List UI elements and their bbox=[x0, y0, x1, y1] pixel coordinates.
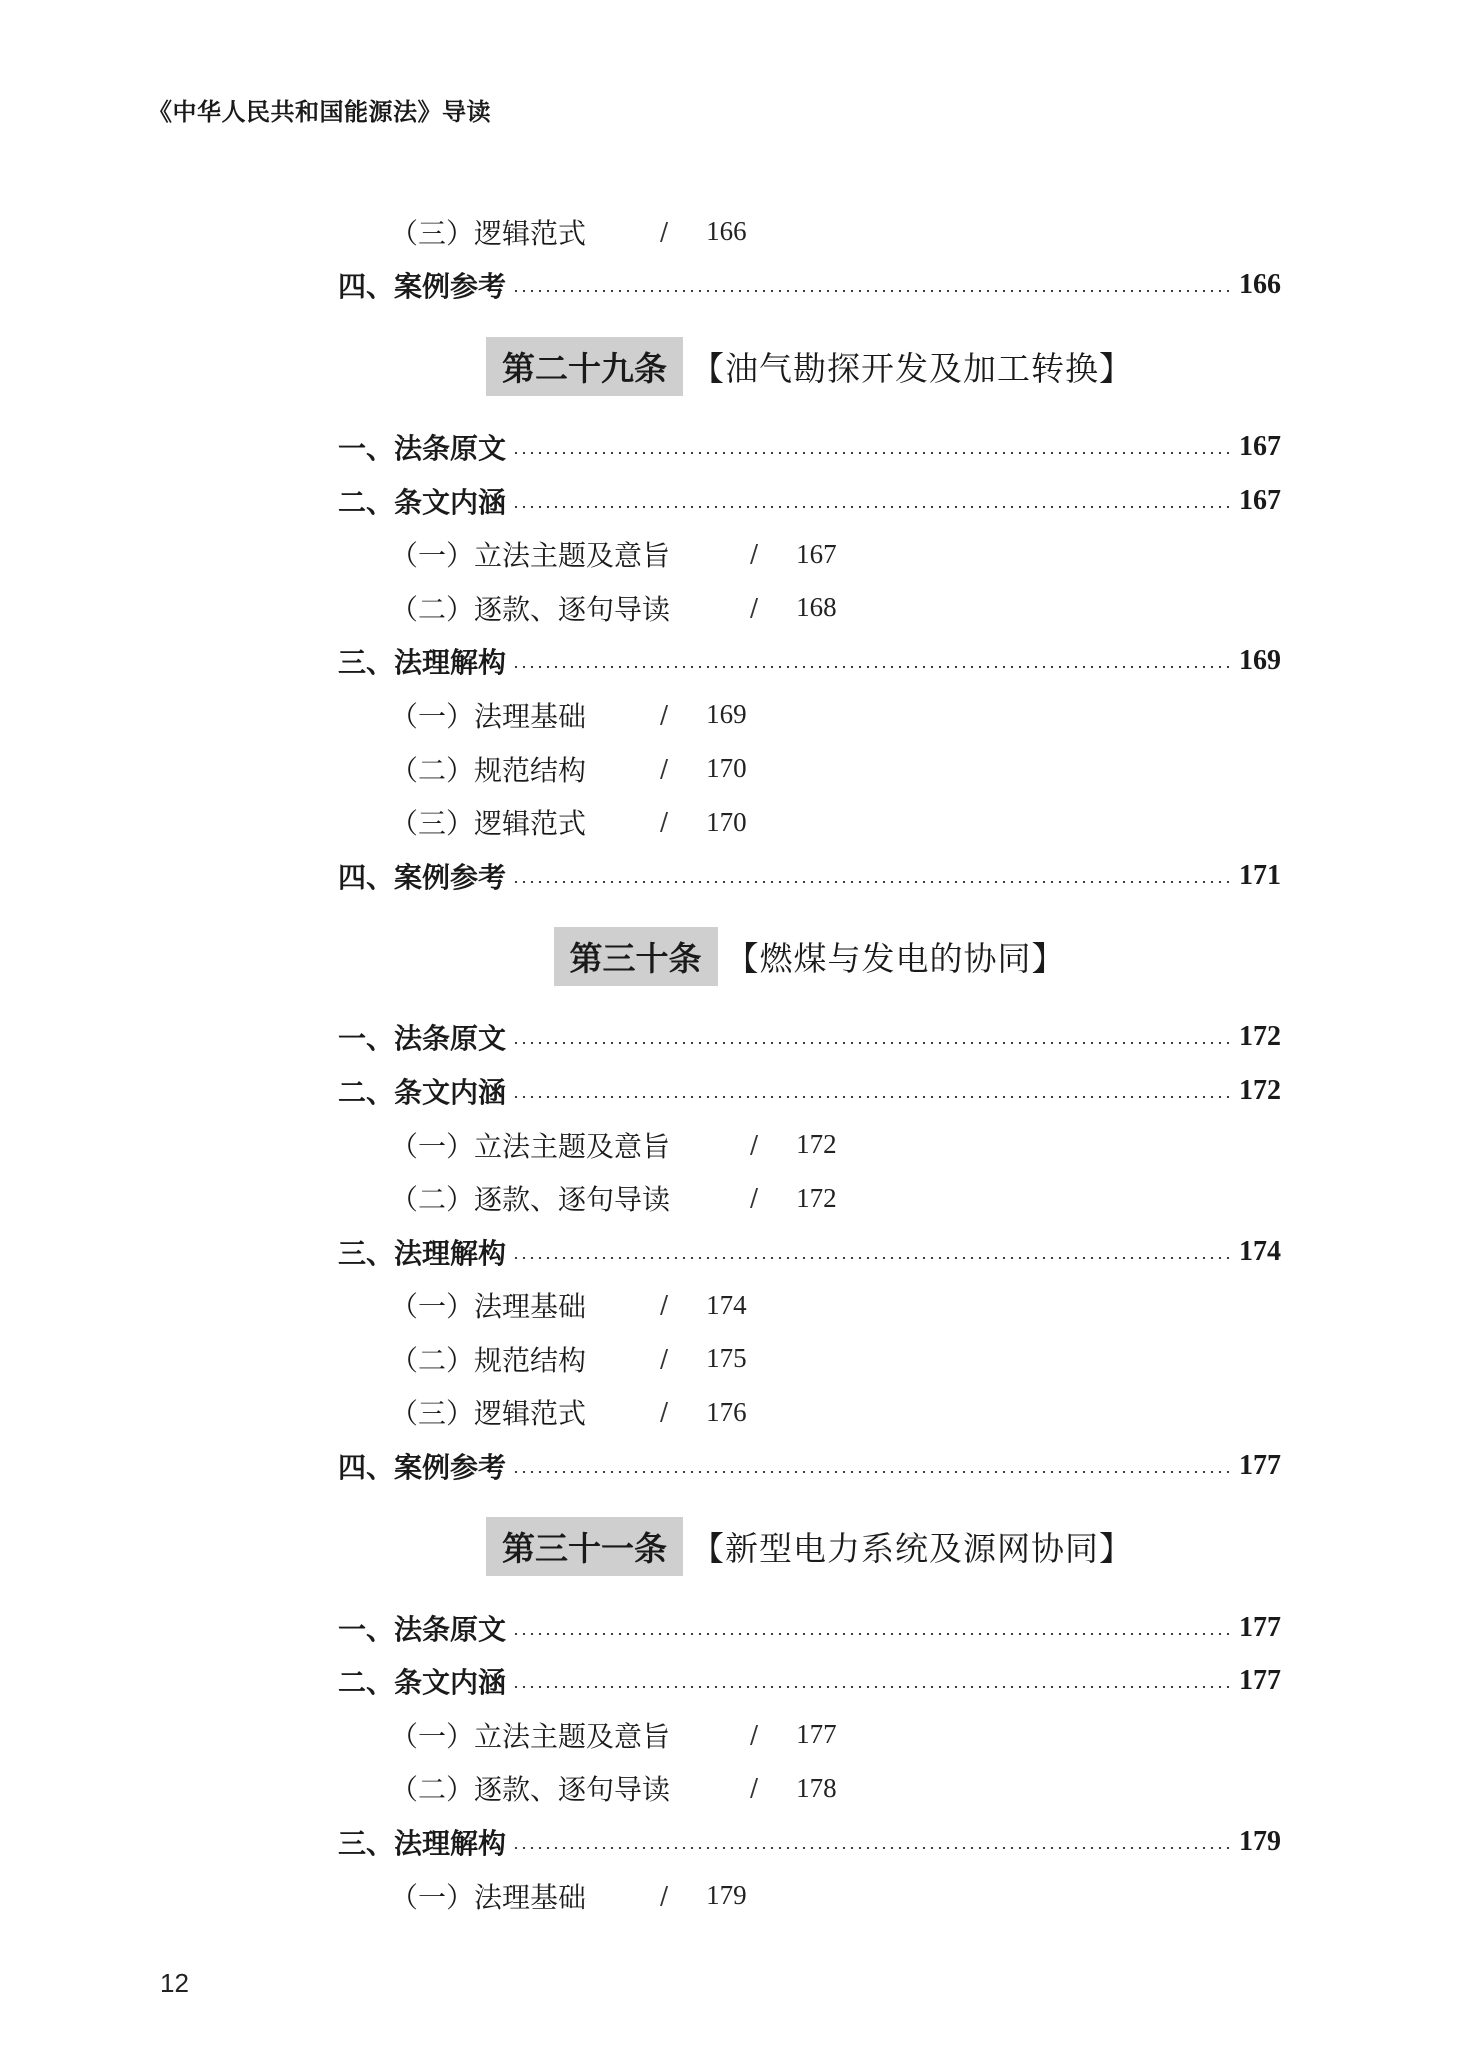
toc-section-entry[interactable] bbox=[338, 635, 1281, 689]
article-title: 【燃煤与发电的协同】 bbox=[725, 939, 1066, 979]
subsection-page-number: 179 bbox=[706, 1880, 747, 1911]
page-separator: / bbox=[660, 1398, 669, 1427]
section-page-number: 172 bbox=[1239, 1021, 1281, 1053]
subsection-page-number: 166 bbox=[706, 216, 747, 247]
page-separator: / bbox=[660, 700, 669, 729]
toc-subsection-entry[interactable] bbox=[338, 1762, 1281, 1816]
page-separator: / bbox=[660, 217, 669, 246]
toc-section-entry[interactable] bbox=[338, 1011, 1281, 1065]
subsection-label: （二）逐款、逐句导读 bbox=[390, 1183, 671, 1217]
subsection-label: （一）法理基础 bbox=[390, 1290, 587, 1324]
section-page-number: 169 bbox=[1239, 645, 1281, 677]
dot-leader bbox=[512, 881, 1231, 883]
subsection-page-number: 170 bbox=[706, 806, 747, 837]
subsection-page-number: 175 bbox=[706, 1343, 747, 1374]
dot-leader bbox=[512, 1847, 1231, 1849]
toc-section-entry[interactable] bbox=[338, 1601, 1281, 1655]
toc-subsection-entry[interactable] bbox=[338, 527, 1281, 581]
toc-subsection-entry[interactable] bbox=[338, 1386, 1281, 1440]
subsection-label: （二）规范结构 bbox=[390, 753, 587, 787]
toc-section-entry[interactable] bbox=[338, 474, 1281, 528]
section-page-number: 167 bbox=[1239, 484, 1281, 516]
section-label: 一、法条原文 bbox=[338, 1022, 507, 1056]
toc-subsection-entry[interactable] bbox=[338, 581, 1281, 635]
section-label: 一、法条原文 bbox=[338, 431, 507, 465]
page-separator: / bbox=[660, 1291, 669, 1320]
toc-section-entry[interactable] bbox=[338, 1064, 1281, 1118]
article-number: 第二十九条 bbox=[486, 337, 683, 396]
dot-leader bbox=[512, 290, 1231, 292]
subsection-label: （一）立法主题及意旨 bbox=[390, 539, 671, 573]
page-separator: / bbox=[660, 1881, 669, 1910]
article-number: 第三十条 bbox=[554, 927, 718, 986]
subsection-label: （一）法理基础 bbox=[390, 699, 587, 733]
dot-leader bbox=[512, 1471, 1231, 1473]
subsection-label: （一）立法主题及意旨 bbox=[390, 1129, 671, 1163]
page-number: 12 bbox=[160, 1968, 189, 1998]
toc-section-entry[interactable] bbox=[338, 420, 1281, 474]
subsection-label: （二）逐款、逐句导读 bbox=[390, 1773, 671, 1807]
subsection-page-number: 167 bbox=[796, 538, 837, 569]
section-label: 四、案例参考 bbox=[338, 860, 507, 894]
subsection-page-number: 168 bbox=[796, 592, 837, 623]
toc-section-entry[interactable] bbox=[338, 259, 1281, 313]
dot-leader bbox=[512, 506, 1231, 508]
section-page-number: 177 bbox=[1239, 1665, 1281, 1697]
section-label: 一、法条原文 bbox=[338, 1612, 507, 1646]
dot-leader bbox=[512, 666, 1231, 668]
section-label: 三、法理解构 bbox=[338, 1827, 507, 1861]
toc-subsection-entry[interactable] bbox=[338, 1708, 1281, 1762]
article-number: 第三十一条 bbox=[486, 1517, 683, 1576]
subsection-label: （二）逐款、逐句导读 bbox=[390, 592, 671, 626]
subsection-page-number: 170 bbox=[706, 753, 747, 784]
dot-leader bbox=[512, 1257, 1231, 1259]
running-header-title: 《中华人民共和国能源法》导读 bbox=[148, 97, 491, 126]
section-page-number: 177 bbox=[1239, 1611, 1281, 1643]
page-separator: / bbox=[750, 1720, 759, 1749]
section-label: 四、案例参考 bbox=[338, 270, 507, 304]
toc-subsection-entry[interactable] bbox=[338, 1279, 1281, 1333]
article-heading bbox=[338, 903, 1281, 1011]
article-heading bbox=[338, 312, 1281, 420]
page-separator: / bbox=[660, 754, 669, 783]
section-page-number: 171 bbox=[1239, 859, 1281, 891]
page-separator: / bbox=[750, 540, 759, 569]
dot-leader bbox=[512, 452, 1231, 454]
article-heading bbox=[338, 1493, 1281, 1601]
toc-section-entry[interactable] bbox=[338, 1815, 1281, 1869]
table-of-contents bbox=[338, 205, 1281, 1922]
toc-subsection-entry[interactable] bbox=[338, 688, 1281, 742]
toc-subsection-entry[interactable] bbox=[338, 742, 1281, 796]
subsection-label: （一）立法主题及意旨 bbox=[390, 1719, 671, 1753]
article-title: 【新型电力系统及源网协同】 bbox=[691, 1529, 1133, 1569]
page-separator: / bbox=[660, 1344, 669, 1373]
section-page-number: 177 bbox=[1239, 1450, 1281, 1482]
subsection-page-number: 169 bbox=[706, 699, 747, 730]
dot-leader bbox=[512, 1633, 1231, 1635]
section-page-number: 166 bbox=[1239, 269, 1281, 301]
toc-section-entry[interactable] bbox=[338, 849, 1281, 903]
subsection-page-number: 176 bbox=[706, 1396, 747, 1427]
subsection-label: （一）法理基础 bbox=[390, 1880, 587, 1914]
page-separator: / bbox=[660, 808, 669, 837]
section-page-number: 174 bbox=[1239, 1235, 1281, 1267]
subsection-label: （三）逻辑范式 bbox=[390, 807, 587, 841]
page-separator: / bbox=[750, 1130, 759, 1159]
subsection-page-number: 177 bbox=[796, 1719, 837, 1750]
subsection-label: （二）规范结构 bbox=[390, 1343, 587, 1377]
dot-leader bbox=[512, 1096, 1231, 1098]
subsection-label: （三）逻辑范式 bbox=[390, 216, 587, 250]
toc-subsection-entry[interactable] bbox=[338, 1332, 1281, 1386]
section-page-number: 172 bbox=[1239, 1074, 1281, 1106]
subsection-page-number: 178 bbox=[796, 1772, 837, 1803]
section-page-number: 179 bbox=[1239, 1826, 1281, 1858]
toc-section-entry[interactable] bbox=[338, 1439, 1281, 1493]
page-separator: / bbox=[750, 593, 759, 622]
toc-section-entry[interactable] bbox=[338, 1225, 1281, 1279]
article-title: 【油气勘探开发及加工转换】 bbox=[691, 348, 1133, 388]
toc-subsection-entry[interactable] bbox=[338, 205, 1281, 259]
toc-subsection-entry[interactable] bbox=[338, 795, 1281, 849]
dot-leader bbox=[512, 1686, 1231, 1688]
page-separator: / bbox=[750, 1774, 759, 1803]
toc-subsection-entry[interactable] bbox=[338, 1118, 1281, 1172]
section-label: 三、法理解构 bbox=[338, 1236, 507, 1270]
section-label: 二、条文内涵 bbox=[338, 1075, 507, 1109]
toc-subsection-entry[interactable] bbox=[338, 1869, 1281, 1923]
dot-leader bbox=[512, 1042, 1231, 1044]
page-separator: / bbox=[750, 1184, 759, 1213]
section-label: 四、案例参考 bbox=[338, 1451, 507, 1485]
subsection-page-number: 174 bbox=[706, 1289, 747, 1320]
subsection-page-number: 172 bbox=[796, 1182, 837, 1213]
toc-subsection-entry[interactable] bbox=[338, 1171, 1281, 1225]
section-label: 三、法理解构 bbox=[338, 646, 507, 680]
toc-section-entry[interactable] bbox=[338, 1654, 1281, 1708]
section-page-number: 167 bbox=[1239, 430, 1281, 462]
subsection-label: （三）逻辑范式 bbox=[390, 1397, 587, 1431]
section-label: 二、条文内涵 bbox=[338, 485, 507, 519]
section-label: 二、条文内涵 bbox=[338, 1666, 507, 1700]
subsection-page-number: 172 bbox=[796, 1129, 837, 1160]
